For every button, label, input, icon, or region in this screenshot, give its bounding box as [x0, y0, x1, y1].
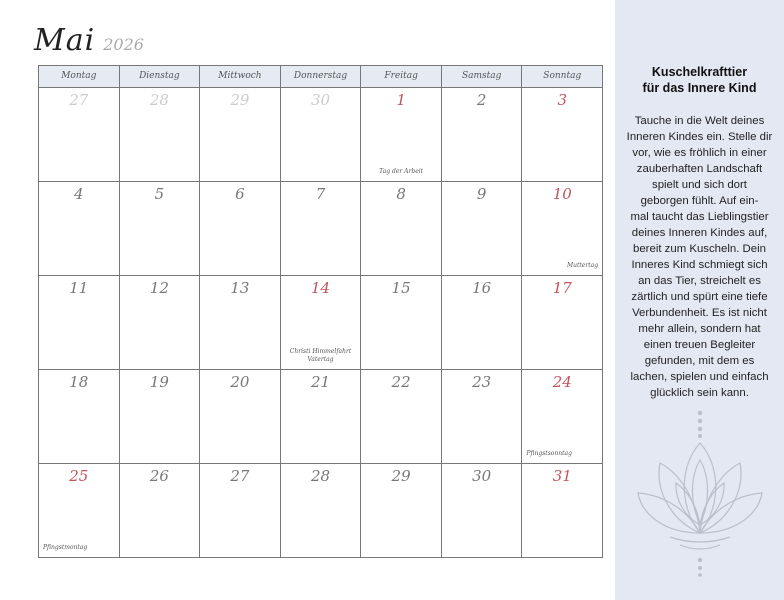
- day-cell[interactable]: [361, 464, 442, 557]
- day-number: 3: [557, 91, 568, 109]
- day-cell[interactable]: [442, 88, 523, 181]
- sidebar-text-line: geborgen fühlt. Auf ein-: [640, 195, 759, 207]
- day-cell[interactable]: [361, 182, 442, 275]
- day-number: 16: [472, 279, 492, 297]
- day-number: 9: [476, 185, 487, 203]
- sidebar-text-line: zärtlich und spürt eine tiefe: [631, 291, 768, 303]
- day-cell[interactable]: [442, 276, 523, 369]
- day-number: 23: [472, 373, 492, 391]
- day-number: 30: [472, 467, 492, 485]
- day-cell[interactable]: [522, 370, 602, 463]
- day-number: 27: [69, 91, 89, 109]
- week-row: [39, 370, 602, 464]
- day-number: 5: [154, 185, 165, 203]
- day-number: 13: [230, 279, 250, 297]
- day-number: 15: [391, 279, 411, 297]
- holiday-note: Tag der Arbeit: [379, 168, 424, 175]
- day-number: 7: [315, 185, 326, 203]
- day-cell[interactable]: [200, 88, 281, 181]
- day-cell[interactable]: [39, 182, 120, 275]
- day-number: 29: [230, 91, 250, 109]
- day-number: 18: [69, 373, 89, 391]
- week-row: [39, 464, 602, 557]
- weekday-label: Montag: [39, 66, 120, 87]
- sidebar-text-line: lachen, spielen und einfach: [630, 371, 769, 383]
- day-cell[interactable]: [120, 182, 201, 275]
- holiday-note: Christi Himmelfahrt Vatertag: [289, 348, 352, 363]
- month-header: [34, 18, 144, 58]
- day-number: 24: [552, 373, 572, 391]
- lotus-ornament-icon: [630, 405, 770, 585]
- sidebar-text-line: Verbundenheit. Es ist nicht: [632, 307, 767, 319]
- day-number: 17: [552, 279, 572, 297]
- holiday-note: Muttertag: [566, 262, 599, 269]
- day-number: 21: [310, 373, 331, 391]
- day-number: 20: [230, 373, 250, 391]
- holiday-note: Pfingstmontag: [43, 544, 88, 551]
- sidebar-title: [625, 64, 774, 96]
- day-cell[interactable]: [120, 88, 201, 181]
- year-label: 2026: [103, 35, 144, 54]
- weekday-label: Freitag: [361, 66, 442, 87]
- day-cell[interactable]: [281, 182, 362, 275]
- day-number: 10: [552, 185, 572, 203]
- sidebar-text: [625, 113, 774, 401]
- weekday-label: Sonntag: [543, 71, 582, 81]
- day-cell[interactable]: [361, 370, 442, 463]
- day-number: 22: [391, 373, 411, 391]
- week-row: [39, 88, 602, 182]
- calendar-grid: [38, 65, 603, 558]
- day-cell[interactable]: [39, 464, 120, 557]
- day-cell[interactable]: [200, 276, 281, 369]
- sidebar-text-line: glücklich sein kann.: [650, 387, 749, 399]
- day-cell[interactable]: [281, 464, 362, 557]
- day-number: 25: [69, 467, 89, 485]
- sidebar-text-line: Inneres Kind schmiegt sich: [631, 259, 768, 271]
- day-number: 26: [149, 467, 169, 485]
- day-cell[interactable]: [522, 88, 602, 181]
- sidebar-text-line: an das Tier, streichelt es: [638, 275, 761, 287]
- day-cell[interactable]: [522, 182, 602, 275]
- sidebar-text-line: Inneren Kindes ein. Stelle dir: [626, 131, 773, 143]
- day-cell[interactable]: [200, 464, 281, 557]
- sidebar-title-line: Kuschelkrafttier: [651, 65, 748, 79]
- day-number: 29: [391, 467, 411, 485]
- day-cell[interactable]: [281, 88, 362, 181]
- sidebar-text-line: zauberhaften Landschaft: [636, 163, 763, 175]
- day-cell[interactable]: [39, 370, 120, 463]
- day-cell[interactable]: [120, 370, 201, 463]
- day-cell[interactable]: [522, 464, 602, 557]
- sidebar-title-line: für das Innere Kind: [642, 81, 757, 95]
- week-row: [39, 276, 602, 370]
- day-number: 2: [476, 91, 487, 109]
- day-cell[interactable]: [120, 464, 201, 557]
- holiday-note: Pfingstsonntag: [526, 450, 572, 457]
- month-title: Mai: [34, 23, 96, 58]
- weekday-header-row: [39, 66, 602, 88]
- sidebar-text-line: mehr allein, sondern hat: [638, 323, 761, 335]
- day-number: 4: [74, 185, 84, 203]
- day-cell[interactable]: [442, 464, 523, 557]
- day-number: 6: [235, 185, 245, 203]
- day-number: 14: [310, 279, 331, 297]
- day-number: 31: [552, 467, 572, 485]
- day-number: 11: [69, 279, 89, 297]
- day-cell[interactable]: [281, 370, 362, 463]
- day-cell[interactable]: [200, 370, 281, 463]
- calendar-weeks: [39, 88, 602, 557]
- sidebar-text-line: Tauche in die Welt deines: [634, 115, 765, 127]
- day-cell[interactable]: [361, 88, 442, 181]
- week-row: [39, 182, 602, 276]
- weekday-label: Dienstag: [120, 66, 201, 87]
- day-number: 12: [149, 279, 169, 297]
- day-cell[interactable]: [120, 276, 201, 369]
- day-number: 27: [230, 467, 250, 485]
- sidebar-text-line: vor, wie es fröhlich in einer: [632, 147, 767, 159]
- day-number: 28: [149, 91, 169, 109]
- day-cell[interactable]: [39, 88, 120, 181]
- sidebar-text-line: bereit zum Kuscheln. Dein: [633, 243, 766, 255]
- day-cell[interactable]: [522, 276, 602, 369]
- weekday-label: Mittwoch: [200, 66, 281, 87]
- day-number: 19: [149, 373, 169, 391]
- day-cell[interactable]: [39, 276, 120, 369]
- sidebar-text-line: spielt und sich dort: [652, 179, 747, 191]
- day-cell[interactable]: [442, 370, 523, 463]
- day-cell[interactable]: [361, 276, 442, 369]
- weekday-label: Donnerstag: [281, 66, 362, 87]
- sidebar-text-line: deines Inneren Kindes auf,: [631, 227, 768, 239]
- sidebar-text-line: mal taucht das Lieblingstier: [630, 211, 769, 223]
- day-number: 1: [396, 91, 406, 109]
- sidebar-text-line: einen treuen Begleiter: [643, 339, 756, 351]
- day-number: 8: [396, 185, 406, 203]
- weekday-label: Samstag: [442, 66, 523, 87]
- day-number: 28: [310, 467, 331, 485]
- day-cell[interactable]: [200, 182, 281, 275]
- sidebar-text-line: gefunden, mit dem es: [644, 355, 755, 367]
- day-cell[interactable]: [442, 182, 523, 275]
- day-number: 30: [310, 91, 331, 109]
- day-cell[interactable]: [281, 276, 362, 369]
